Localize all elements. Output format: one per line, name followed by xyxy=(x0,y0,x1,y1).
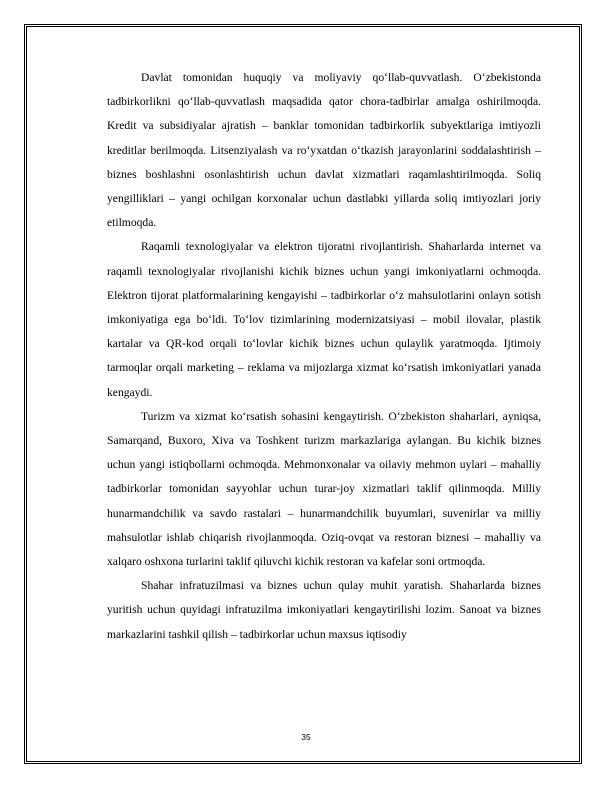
paragraph-digital-technologies: Raqamli texnologiyalar va elektron tijoratni rivojlantirish. Shaharlarda internet va raqamli texnologiyalar rivojlanishi kichik biznes uchun yangi imkoniyatlarni ochmoqda. Elektron tijorat platformalarining kengayishi – tadbirkorlar o‘z mahsulotlarini onlayn sotish imkoniyatiga ega bo‘ldi. To‘lov tizimlarining modernizatsiyasi – mobil ilovalar, plastik kartalar va QR-kod orqali to‘lovlar kichik biznes uchun qulaylik yaratmoqda. Ijtimoiy tarmoqlar orqali marketing – reklama va mijozlarga xizmat ko‘rsatish imkoniyatlari yanada kengaydi. xyxy=(107,240,541,399)
paragraph-urban-infrastructure: Shahar infratuzilmasi va biznes uchun qulay muhit yaratish. Shaharlarda biznes yuritish uchun quyidagi infratuzilma imkoniyatlari kengaytirilishi lozim. Sanoat va biznes markazlarini tashkil qilish – tadbirkorlar uchun maxsus iqtisodiy xyxy=(107,579,541,641)
page-number: 35 xyxy=(301,732,311,742)
paragraph-state-support: Davlat tomonidan huquqiy va moliyaviy qo‘llab-quvvatlash. O‘zbekistonda tadbirkorlikni qo‘llab-quvvatlash maqsadida qator chora-tadbirlar amalga oshirilmoqda. Kredit va subsidiyalar ajratish – banklar tomonidan tadbirkorlik subyektlariga imtiyozli kreditlar berilmoqda. Litsenziyalash va ro‘yxatdan o‘tkazish jarayonlarini soddalashtirish – biznes boshlashni osonlashtirish uchun davlat xizmatlari raqamlashtirilmoqda. Soliq yengilliklari – yangi ochilgan korxonalar uchun dastlabki yillarda soliq imtiyozlari joriy etilmoqda. xyxy=(107,71,541,230)
document-body xyxy=(107,66,541,647)
paragraph-tourism-services: Turizm va xizmat ko‘rsatish sohasini kengaytirish. O‘zbekiston shaharlari, ayniqsa, Samarqand, Buxoro, Xiva va Toshkent turizm markazlariga aylangan. Bu kichik biznes uchun yangi istiqbollarni ochmoqda. Mehmonxonalar va oilaviy mehmon uylari – mahalliy tadbirkorlar tomonidan sayyohlar uchun turar-joy xizmatlari taklif qilinmoqda. Milliy hunarmandchilik va savdo rastalari – hunarmandchilik buyumlari, suvenirlar va milliy mahsulotlar ishlab chiqarish rivojlanmoqda. Oziq-ovqat va restoran biznesi – mahalliy va xalqaro oshxona turlarini taklif qiluvchi kichik restoran va kafelar soni ortmoqda. xyxy=(107,409,541,569)
